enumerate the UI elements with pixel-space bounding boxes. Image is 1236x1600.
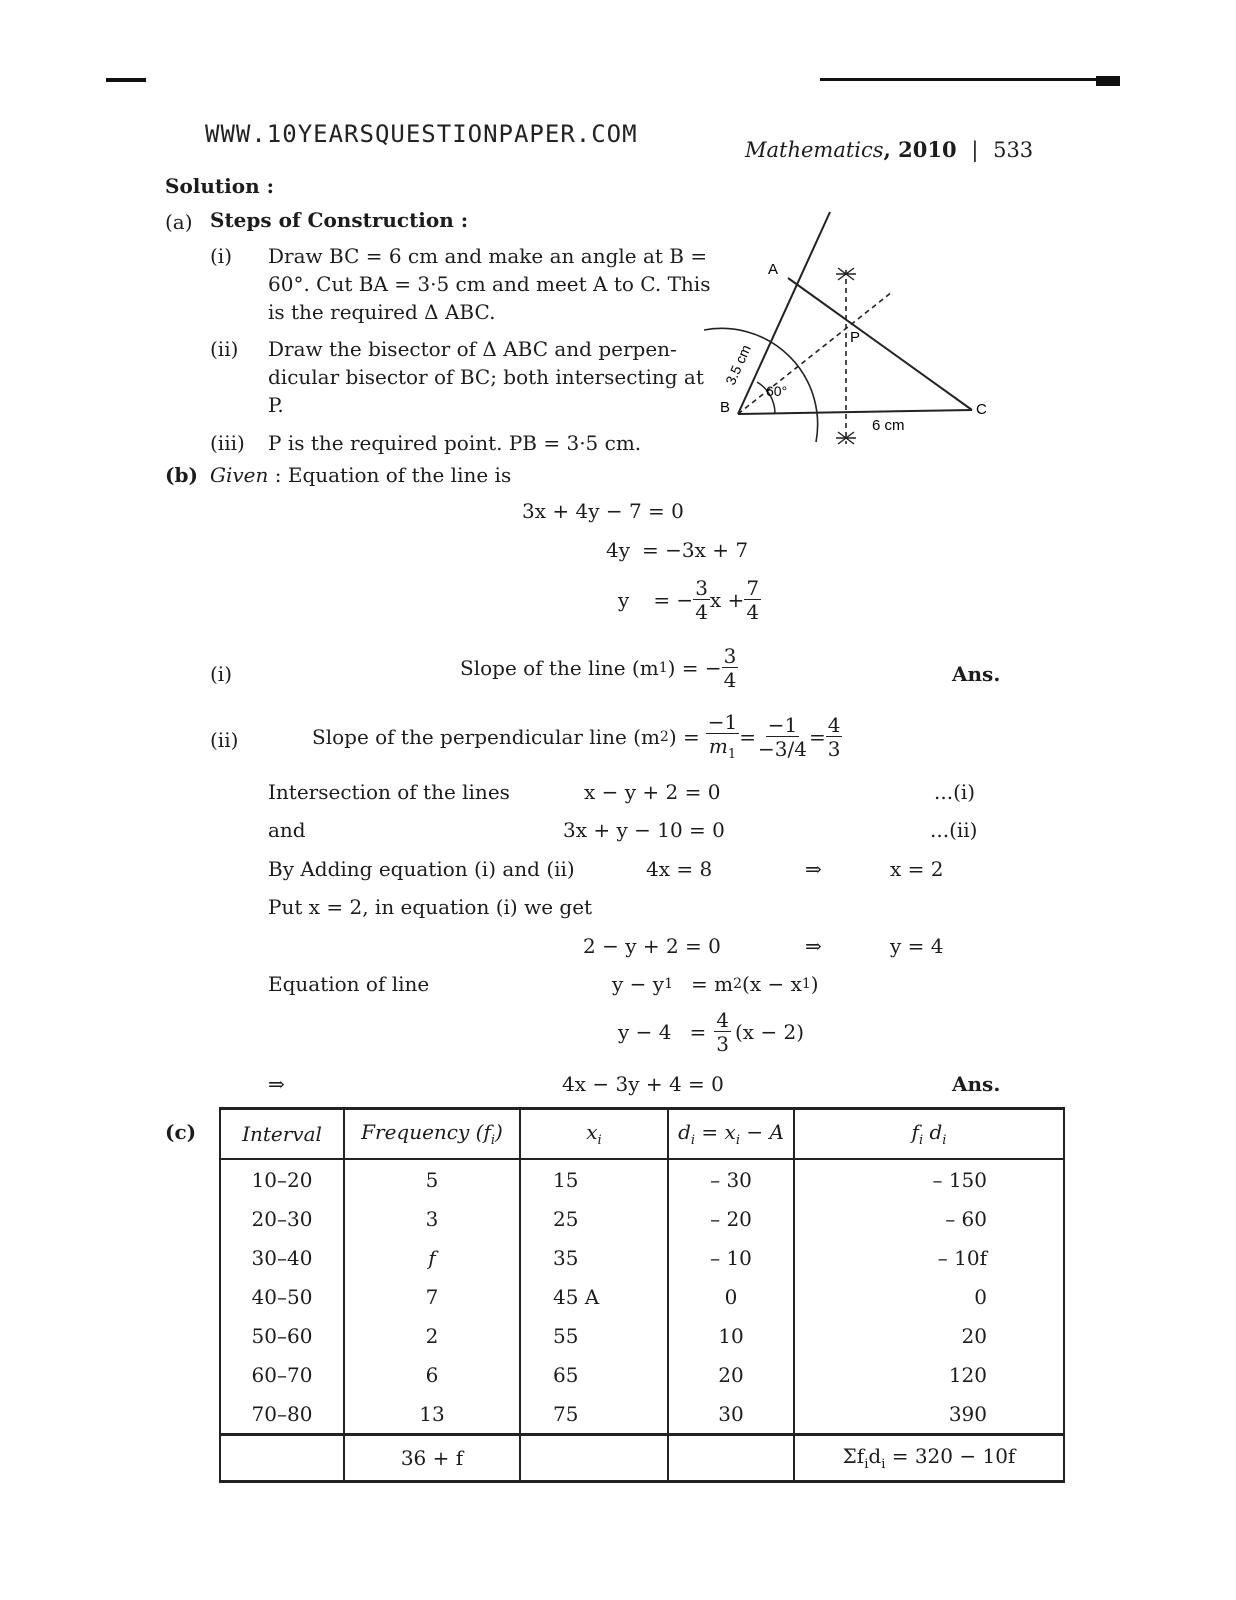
- cell-total-empty: [668, 1435, 794, 1482]
- step-i-num: (i): [210, 244, 233, 268]
- denominator: 3: [716, 1032, 729, 1056]
- fraction-3-4: [693, 578, 710, 622]
- vertex-a: A: [768, 261, 779, 278]
- given-intro: : Equation of the line is: [268, 463, 512, 487]
- cell-frequency: 7: [344, 1277, 520, 1316]
- cell-interval: 30–40: [220, 1238, 344, 1277]
- cell-fd: – 10f: [794, 1238, 1064, 1277]
- cell-interval: 40–50: [220, 1277, 344, 1316]
- header-d-text: d: [678, 1120, 691, 1144]
- cell-interval: 70–80: [220, 1394, 344, 1435]
- cell-total-empty: [220, 1435, 344, 1482]
- cell-frequency: 2: [344, 1316, 520, 1355]
- denominator: 3: [827, 736, 841, 761]
- header-separator: |: [971, 138, 979, 162]
- page-header: [745, 137, 1033, 162]
- fraction-4-3-b: [714, 1010, 731, 1054]
- total-fd-value: = 320 − 10f: [885, 1444, 1016, 1468]
- cell-x: 45 A: [520, 1277, 668, 1316]
- cell-fd: 120: [794, 1355, 1064, 1394]
- cell-fd: 20: [794, 1316, 1064, 1355]
- ans-2: Ans.: [952, 1072, 1001, 1096]
- given-word: Given: [210, 463, 269, 487]
- perp-close: ) =: [668, 724, 700, 749]
- numerator: −1: [767, 712, 798, 737]
- fraction-4-3: [826, 712, 843, 761]
- perp-sub: 2: [659, 728, 669, 745]
- perpendicular-slope: [312, 712, 842, 761]
- line-eq1-sub: 1: [664, 976, 673, 992]
- side-bc: [738, 410, 972, 414]
- denominator: −3/4: [758, 736, 807, 761]
- numerator: −1: [707, 710, 738, 734]
- table-header-row: [220, 1109, 1064, 1160]
- cell-total-frequency: 36 + f: [344, 1435, 520, 1482]
- header-x-sub: i: [597, 1133, 602, 1148]
- step-ii-num: (ii): [210, 337, 239, 361]
- cell-interval: 50–60: [220, 1316, 344, 1355]
- cell-frequency: 3: [344, 1199, 520, 1238]
- eq-sign: =: [808, 724, 826, 749]
- cell-frequency: 6: [344, 1355, 520, 1394]
- numerator: 7: [746, 576, 760, 600]
- implies-1: ⇒: [805, 857, 822, 881]
- adding-eq: 4x = 8: [646, 857, 713, 881]
- given-line: [210, 463, 511, 487]
- b-i-label: (i): [210, 662, 233, 686]
- implies-3: ⇒: [268, 1072, 285, 1096]
- step-iii-line-1: P is the required point. PB = 3·5 cm.: [268, 431, 642, 455]
- ref-i: ...(i): [934, 780, 976, 804]
- cell-fd: – 150: [794, 1159, 1064, 1199]
- label-side-ba: 3.5 cm: [722, 342, 754, 388]
- frequency-table: [219, 1107, 1065, 1483]
- solution-heading: Solution :: [165, 174, 274, 198]
- table-row: [220, 1238, 1064, 1277]
- b-ii-label: (ii): [210, 728, 239, 752]
- cell-interval: 60–70: [220, 1355, 344, 1394]
- fraction-slope: [722, 646, 739, 690]
- page-number: 533: [993, 138, 1034, 162]
- cell-d: – 10: [668, 1238, 794, 1277]
- line-eq1-tail-sub: 1: [801, 976, 811, 992]
- header-frequency-sub: i: [490, 1133, 496, 1148]
- header-fd-text: f: [911, 1120, 919, 1144]
- numerator: 3: [723, 644, 737, 668]
- cell-interval: 10–20: [220, 1159, 344, 1199]
- header-frequency-text: Frequency (f: [361, 1120, 491, 1144]
- denominator-base: m: [708, 734, 728, 758]
- vertex-c: C: [976, 401, 987, 418]
- equation-2-lhs: 4y: [606, 538, 631, 562]
- line-eq-2: [618, 1010, 804, 1054]
- top-arc-marks: [836, 268, 856, 280]
- substituted-eq: 2 − y + 2 = 0: [583, 934, 721, 958]
- implies-2: ⇒: [805, 934, 822, 958]
- cell-frequency: 13: [344, 1394, 520, 1435]
- watermark: WWW.10YEARSQUESTIONPAPER.COM: [205, 120, 638, 148]
- part-a-title: Steps of Construction :: [210, 208, 469, 232]
- line-eq2-eq: =: [689, 1020, 707, 1044]
- table-row: [220, 1277, 1064, 1316]
- step-i-line-3: is the required Δ ABC.: [268, 300, 496, 324]
- cell-total-fd: $\Sigma f_id_i = 320 - 10f$: [794, 1435, 1064, 1482]
- label-side-bc: 6 cm: [872, 417, 905, 434]
- step-i-line-2: 60°. Cut BA = 3·5 cm and meet A to C. This: [268, 272, 711, 296]
- fraction-neg1-neg3-4: [756, 712, 809, 761]
- numerator: 3: [695, 576, 708, 600]
- top-right-rule: [820, 78, 1120, 81]
- cell-x: 75: [520, 1394, 668, 1435]
- line-eq2-tail: (x − 2): [735, 1020, 805, 1044]
- line-eq1-close: ): [810, 972, 819, 996]
- cell-x: 55: [520, 1316, 668, 1355]
- cell-fd: – 60: [794, 1199, 1064, 1238]
- table-total-row: [220, 1435, 1064, 1482]
- part-c-label: (c): [165, 1120, 197, 1144]
- table-row: [220, 1159, 1064, 1199]
- table-row: [220, 1199, 1064, 1238]
- step-ii-line-3: P.: [268, 393, 284, 417]
- equation-2-rhs: = −3x + 7: [642, 538, 749, 562]
- header-fd: $f_i$ $d_i$: [794, 1109, 1064, 1160]
- cell-x: 65: [520, 1355, 668, 1394]
- cell-d: – 30: [668, 1159, 794, 1199]
- ref-ii: ...(ii): [930, 818, 978, 842]
- year: , 2010: [883, 137, 957, 162]
- line-eq1-rhs-sub: 2: [733, 976, 743, 992]
- y-value: y = 4: [890, 934, 944, 958]
- part-b-label: (b): [165, 463, 198, 487]
- denominator: [707, 734, 738, 761]
- slope-line: [460, 646, 738, 690]
- x-value: x = 2: [890, 857, 944, 881]
- cell-d: 10: [668, 1316, 794, 1355]
- perp-text: Slope of the perpendicular line (m: [312, 724, 660, 749]
- denominator-sub: 1: [727, 747, 737, 762]
- top-left-rule: [106, 78, 146, 82]
- cell-d: 30: [668, 1394, 794, 1435]
- part-a-label: (a): [165, 210, 193, 234]
- slope-text: Slope of the line (m: [460, 656, 659, 680]
- side-ac: [788, 278, 972, 410]
- and-label: and: [268, 818, 306, 842]
- vertex-b: B: [720, 399, 731, 416]
- final-equation: 4x − 3y + 4 = 0: [562, 1072, 724, 1096]
- put-text: Put x = 2, in equation (i) we get: [268, 895, 593, 919]
- header-fd-sub: i: [918, 1133, 924, 1148]
- numerator: 4: [827, 712, 841, 737]
- label-angle: 60°: [766, 383, 788, 399]
- table-row: [220, 1394, 1064, 1435]
- header-d: $d_i = x_i - A$: [668, 1109, 794, 1160]
- cell-fd: 390: [794, 1394, 1064, 1435]
- cell-interval: 20–30: [220, 1199, 344, 1238]
- denominator: 4: [746, 600, 760, 624]
- header-interval: Interval: [220, 1109, 344, 1160]
- top-right-rule-end: [1096, 76, 1120, 86]
- intersection-label: Intersection of the lines: [268, 780, 510, 804]
- cell-d: 0: [668, 1277, 794, 1316]
- cell-x: 15: [520, 1159, 668, 1199]
- step-ii-line-1: Draw the bisector of Δ ABC and perpen-: [268, 337, 677, 361]
- header-x: [520, 1109, 668, 1160]
- line-eq-1: [612, 972, 819, 996]
- slope-close: ) = −: [667, 656, 722, 680]
- step-ii-line-2: dicular bisector of BC; both intersecting at: [268, 365, 704, 389]
- intersection-eq: x − y + 2 = 0: [584, 780, 721, 804]
- cell-total-empty: [520, 1435, 668, 1482]
- point-p: P: [850, 329, 861, 346]
- fraction-neg1-m1: [706, 712, 739, 761]
- line-eq1-tail: (x − x: [742, 972, 802, 996]
- table-row: [220, 1316, 1064, 1355]
- eq3-mid: x +: [709, 588, 745, 612]
- cell-x: 25: [520, 1199, 668, 1238]
- cell-frequency: f: [344, 1238, 520, 1277]
- fraction-7-4: [744, 578, 761, 622]
- numerator: 4: [716, 1008, 729, 1032]
- step-i-line-1: Draw BC = 6 cm and make an angle at B =: [268, 244, 708, 268]
- total-fd-sigma: Σf: [842, 1444, 865, 1468]
- header-x-text: x: [586, 1120, 598, 1144]
- cell-fd: 0: [794, 1277, 1064, 1316]
- line-eq1-rhs: = m: [691, 972, 734, 996]
- line-label: Equation of line: [268, 972, 430, 996]
- eq3-eq: = −: [653, 588, 694, 612]
- slope-sub: 1: [658, 660, 668, 676]
- subject: Mathematics: [745, 138, 884, 162]
- equation-1: 3x + 4y − 7 = 0: [522, 499, 684, 523]
- cell-d: 20: [668, 1355, 794, 1394]
- step-iii-num: (iii): [210, 431, 245, 455]
- and-eq: 3x + y − 10 = 0: [563, 818, 725, 842]
- header-frequency: Frequency $(f_i)$: [344, 1109, 520, 1160]
- line-eq2-lhs: y − 4: [618, 1020, 672, 1044]
- line-eq1-lhs: y − y: [612, 972, 665, 996]
- construction-diagram: [700, 200, 1010, 460]
- adding-label: By Adding equation (i) and (ii): [268, 857, 575, 881]
- denominator: 4: [723, 668, 737, 692]
- eq3-lhs: y: [618, 588, 630, 612]
- denominator: 4: [695, 600, 708, 624]
- cell-frequency: 5: [344, 1159, 520, 1199]
- table-row: [220, 1355, 1064, 1394]
- cell-x: 35: [520, 1238, 668, 1277]
- header-d-sub: i: [690, 1133, 696, 1148]
- eq-sign: =: [739, 724, 757, 749]
- cell-d: – 20: [668, 1199, 794, 1238]
- angle-bisector: [738, 292, 892, 414]
- equation-3: [618, 578, 761, 622]
- ans-1: Ans.: [952, 662, 1001, 686]
